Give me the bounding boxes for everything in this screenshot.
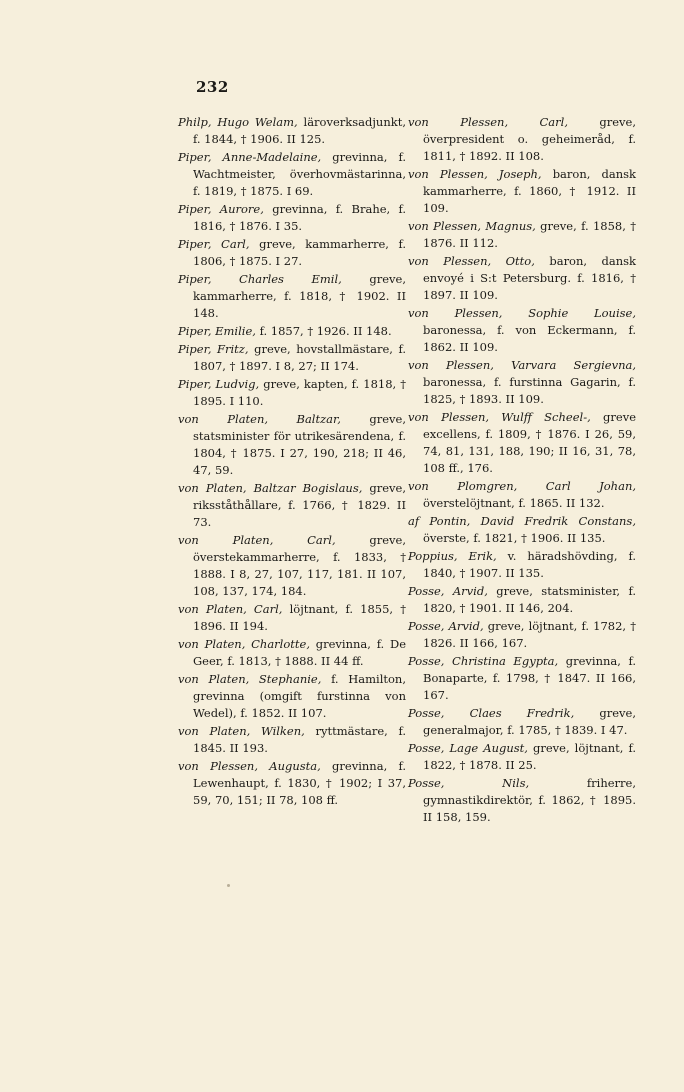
entry-name: af Pontin, David Fredrik Constans, — [408, 514, 636, 528]
paper-speck — [227, 884, 230, 887]
entry-details: f. 1857, † 1926. II 148. — [255, 324, 392, 338]
index-entry — [408, 253, 636, 304]
entry-details: greve, kammarherre, f. 1806, † 1875. I 27. — [193, 237, 406, 268]
entry-name: von Platen, Carl, — [178, 533, 336, 547]
index-entry — [408, 114, 636, 165]
index-entry — [408, 305, 636, 356]
entry-details: greve, f. 1858, † 1876. II 112. — [423, 219, 636, 250]
entry-name: Piper, Carl, — [178, 237, 250, 251]
index-entry — [178, 723, 406, 757]
index-entry — [408, 548, 636, 582]
entry-details: läroverksadjunkt, f. 1844, † 1906. II 125. — [193, 115, 406, 146]
entry-details: löjtnant, f. 1855, † 1896. II 194. — [193, 602, 407, 633]
entry-details: greve, löjtnant, f. 1822, † 1878. II 25. — [423, 741, 636, 772]
index-entry — [178, 411, 406, 479]
index-entry — [178, 271, 406, 322]
index-entry — [408, 166, 636, 217]
entry-name: von Platen, Charlotte, — [178, 637, 310, 651]
index-entry — [408, 775, 636, 826]
index-entry — [178, 323, 406, 340]
entry-name: von Plessen, Carl, — [408, 115, 568, 129]
index-entry — [408, 513, 636, 547]
entry-details: grevinna, f. Brahe, f. 1816, † 1876. I 35. — [193, 202, 407, 233]
entry-details: greve, överpresident o. geheimeråd, f. 1811, † 1892. II 108. — [423, 115, 636, 163]
entry-details: greve, kapten, f. 1818, † 1895. I 110. — [193, 377, 407, 408]
index-entry — [178, 149, 406, 200]
entry-details: baronessa, f. von Eckermann, f. 1862. II 109. — [423, 323, 636, 354]
entry-details: ryttmästare, f. 1845. II 193. — [193, 724, 406, 755]
entry-details: f. Hamilton, grevinna (omgift furstinna von Wedel), f. 1852. II 107. — [193, 672, 406, 720]
entry-details: grevinna, f. Wachtmeister, överhovmästarinna, f. 1819, † 1875. I 69. — [193, 150, 406, 198]
entry-name: von Platen, Carl, — [178, 602, 283, 616]
entry-details: grevinna, f. De Geer, f. 1813, † 1888. II 44 ff. — [193, 637, 406, 668]
entry-details: baron, dansk envoyé i S:t Petersburg. f. 1816, † 1897. II 109. — [423, 254, 636, 302]
entry-name: Posse, Arvid, — [408, 619, 484, 633]
index-entry — [178, 480, 406, 531]
index-entry — [178, 376, 406, 410]
entry-name: Posse, Claes Fredrik, — [408, 706, 575, 720]
entry-name: von Plomgren, Carl Johan, — [408, 479, 636, 493]
entry-details: greve, statsminister, f. 1820, † 1901. II 146, 204. — [423, 584, 636, 615]
index-entry — [408, 583, 636, 617]
entry-details: greve, löjtnant, f. 1782, † 1826. II 166, 167. — [423, 619, 636, 650]
entry-details: överste, f. 1821, † 1906. II 135. — [423, 531, 606, 545]
entry-name: Philp, Hugo Welam, — [178, 115, 298, 129]
entry-details: baronessa, f. furstinna Gagarin, f. 1825, † 1893. II 109. — [423, 375, 636, 406]
entry-name: Piper, Charles Emil, — [178, 272, 342, 286]
entry-name: von Platen, Baltzar Bogislaus, — [178, 481, 363, 495]
left-column — [178, 114, 406, 810]
index-entry — [178, 671, 406, 722]
entry-details: greve, kammarherre, f. 1818, † 1902. II 148. — [193, 272, 406, 320]
entry-name: von Plessen, Augusta, — [178, 759, 321, 773]
entry-name: Posse, Christina Egypta, — [408, 654, 559, 668]
entry-details: grevinna, f. Lewenhaupt, f. 1830, † 1902; I 37, 59, 70, 151; II 78, 108 ff. — [193, 759, 406, 807]
entry-name: Piper, Fritz, — [178, 342, 249, 356]
entry-name: Piper, Ludvig, — [178, 377, 260, 391]
entry-details: grevinna, f. Bonaparte, f. 1798, † 1847. II 166, 167. — [423, 654, 636, 702]
entry-details: greve, överstekammarherre, f. 1833, † 1888. I 8, 27, 107, 117, 181. II 107, 108, 137, 174, 184. — [193, 533, 406, 598]
index-entry — [178, 636, 406, 670]
entry-details: greve, hovstallmästare, f. 1807, † 1897. I 8, 27; II 174. — [193, 342, 406, 373]
index-entry — [408, 478, 636, 512]
entry-name: von Platen, Stephanie, — [178, 672, 322, 686]
entry-name: Piper, Anne-Madelaine, — [178, 150, 322, 164]
entry-details: greve, generalmajor, f. 1785, † 1839. I 47. — [423, 706, 636, 737]
entry-details: greve excellens, f. 1809, † 1876. I 26, 59, 74, 81, 131, 188, 190; II 16, 31, 78, 108 ff., 176. — [423, 410, 637, 475]
entry-name: von Plessen, Varvara Sergievna, — [408, 358, 636, 372]
entry-details: greve, statsminister för utrikesärendena, f. 1804, † 1875. I 27, 190, 218; II 46, 47, 59. — [193, 412, 407, 477]
entry-details: baron, dansk kammarherre, f. 1860, † 1912. II 109. — [423, 167, 636, 215]
entry-name: von Platen, Wilken, — [178, 724, 305, 738]
entry-name: von Plessen, Joseph, — [408, 167, 542, 181]
index-entry — [178, 601, 406, 635]
entry-name: Poppius, Erik, — [408, 549, 497, 563]
index-entry — [178, 341, 406, 375]
entry-details: v. häradshövding, f. 1840, † 1907. II 135. — [423, 549, 636, 580]
right-column — [408, 114, 636, 827]
index-entry — [408, 653, 636, 704]
entry-name: von Platen, Baltzar, — [178, 412, 341, 426]
entry-name: Piper, Aurore, — [178, 202, 264, 216]
index-entry — [408, 705, 636, 739]
index-entry — [408, 618, 636, 652]
index-entry — [408, 740, 636, 774]
entry-name: Piper, Emilie, — [178, 324, 256, 338]
page-number: 232 — [196, 78, 229, 96]
index-entry — [408, 218, 636, 252]
index-entry — [178, 532, 406, 600]
index-entry — [178, 201, 406, 235]
entry-name: Posse, Nils, — [408, 776, 530, 790]
entry-details: överstelöjtnant, f. 1865. II 132. — [423, 496, 605, 510]
entry-name: von Plessen, Sophie Louise, — [408, 306, 636, 320]
index-entry — [178, 236, 406, 270]
index-entry — [408, 357, 636, 408]
entry-name: von Plessen, Otto, — [408, 254, 535, 268]
entry-name: von Plessen, Magnus, — [408, 219, 536, 233]
entry-details: greve, riksståthållare, f. 1766, † 1829. II 73. — [193, 481, 407, 529]
entry-details: friherre, gymnastikdirektör, f. 1862, † 1895. II 158, 159. — [423, 776, 636, 824]
index-entry — [178, 114, 406, 148]
entry-name: von Plessen, Wulff Scheel-, — [408, 410, 591, 424]
index-entry — [178, 758, 406, 809]
index-entry — [408, 409, 636, 477]
entry-name: Posse, Lage August, — [408, 741, 528, 755]
entry-name: Posse, Arvid, — [408, 584, 488, 598]
